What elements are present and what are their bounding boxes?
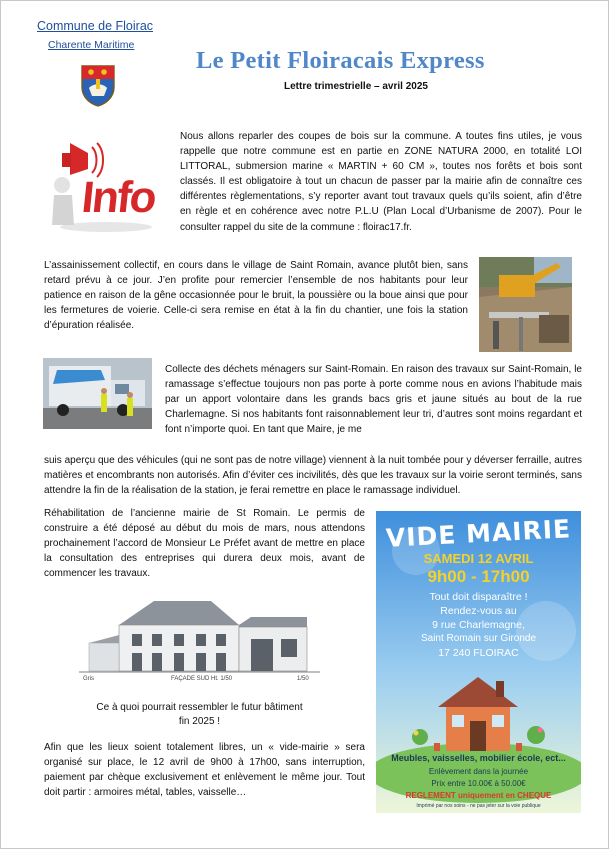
garbage-truck-photo xyxy=(43,358,152,429)
poster-line4: Saint Romain sur Gironde xyxy=(420,633,537,644)
construction-photo xyxy=(479,257,572,352)
poster-line5: 17 240 FLOIRAC xyxy=(438,647,519,659)
plan-caption-line1: Ce à quoi pourrait ressembler le futur bâtiment xyxy=(96,702,303,713)
building-plan-drawing xyxy=(79,587,320,689)
plan-label-mid: FAÇADE SUD Ht. 1/50 xyxy=(171,676,233,682)
plan-caption-line2: fin 2025 ! xyxy=(178,716,221,727)
poster-hours: 9h00 - 17h00 xyxy=(427,567,530,586)
poster-footer: Imprimé par nos soins - ne pas jeter sur la voie publique xyxy=(416,803,541,809)
poster-line1: Tout doit disparaître ! xyxy=(429,591,528,603)
article-dechets: Collecte des déchets ménagers sur Saint-Romain. En raison des travaux sur Saint-Romain, le ramassage s’effectue toujours non pas porte à porte comme nous en avions l’habitude mais par un apport volontaire dans les grands bacs gris et jaune situés au bout de la rue Charlemagne. Si nos habitants font raisonnablement leur tri, d’autres sont moins regardant et font n’importe quoi. En tant que Maire, je me xyxy=(165,364,582,436)
poster-items: Meubles, vaisselles, mobilier école, ect... xyxy=(391,753,566,763)
vide-mairie-poster xyxy=(376,511,581,813)
poster-line3: 9 rue Charlemagne, xyxy=(432,619,525,631)
article-mairie: Réhabilitation de l’ancienne mairie de St Romain. Le permis de construire a été déposé au début du mois de mars, nous attendons prochainement l’accord de Monsieur Le Préfet avant de mettre en place la consultation des entreprises qui durera deux mois, avant de commencer les travaux. xyxy=(44,508,365,580)
poster-line2: Rendez-vous au xyxy=(440,605,517,617)
commune-link[interactable]: Commune de Floirac xyxy=(37,19,154,33)
poster-date: SAMEDI 12 AVRIL xyxy=(423,551,534,566)
poster-price: Prix entre 10.00€ à 50.00€ xyxy=(431,779,526,788)
page-subtitle: Lettre trimestrielle – avril 2025 xyxy=(284,81,428,92)
info-illustration xyxy=(48,129,163,236)
article-assainissement: L’assainissement collectif, en cours dans le village de Saint Romain, avance plutôt bien, sans retard prévu à ce jour. J’en profite pour remercier l’ensemble de nos habitants pour leur patience en raison de la gêne occasionnée pour le bruit, la poussière ou la boue ainsi que pour les fermetures de voierie. Celle-ci sera remise en état à la fin du chantier, une fois la station d’épuration réalisée. xyxy=(44,260,468,332)
plan-label-left: Gris xyxy=(83,676,94,682)
plan-caption xyxy=(79,701,320,729)
plan-label-right: 1/50 xyxy=(297,676,309,682)
article-vide-mairie: Afin que les lieux soient totalement libres, un « vide-mairie » sera organisé sur place, le 12 avril de 9h00 à 17h00, sans interruption, paiement par chèque exclusivement et enlèvement le même jour. Tout doit partir : armoires métal, tables, vaisselle… xyxy=(44,742,365,799)
poster-pickup: Enlèvement dans la journée xyxy=(428,767,529,776)
coat-of-arms-icon xyxy=(79,63,117,107)
page-title: Le Petit Floiracais Express xyxy=(196,47,485,74)
article-dechets-suite: suis aperçu que des véhicules (qui ne sont pas de notre village) viennent à la nuit tombée pour y déverser ferraille, autres matières et encombrants non autorisés. Afin d’éviter ces incivilités, dès que les travaux sur la voirie seront terminés, sans attendre la fin de la réalisation de la station, je ferai remettre en place le ramassage individuel. xyxy=(44,455,582,497)
poster-payment: REGLEMENT uniquement en CHEQUE xyxy=(405,791,552,800)
article-bois: Nous allons reparler des coupes de bois sur la commune. A toutes fins utiles, je vous rappelle que notre commune est en partie en ZONE NATURA 2000, en totalité LOI LITTORAL, submersion marine « MARTIN + 60 CM », toutes nos forêts et bois sont classés. Il est obligatoire à tout un chacun de passer par la mairie afin de connaître ces différentes règlementations, s’y reporter avant tout travaux quels qu’ils soient, afin d’être en règle et en cohérence avec notre P.L.U (Plan Local d’Urbanisme de 2007). Pour le consulter rappel du site de la commune : floirac17.fr. xyxy=(180,131,582,233)
poster-title: VIDE MAIRIE xyxy=(385,514,572,553)
region-link[interactable]: Charente Maritime xyxy=(48,39,135,51)
info-label: Info xyxy=(79,173,158,222)
